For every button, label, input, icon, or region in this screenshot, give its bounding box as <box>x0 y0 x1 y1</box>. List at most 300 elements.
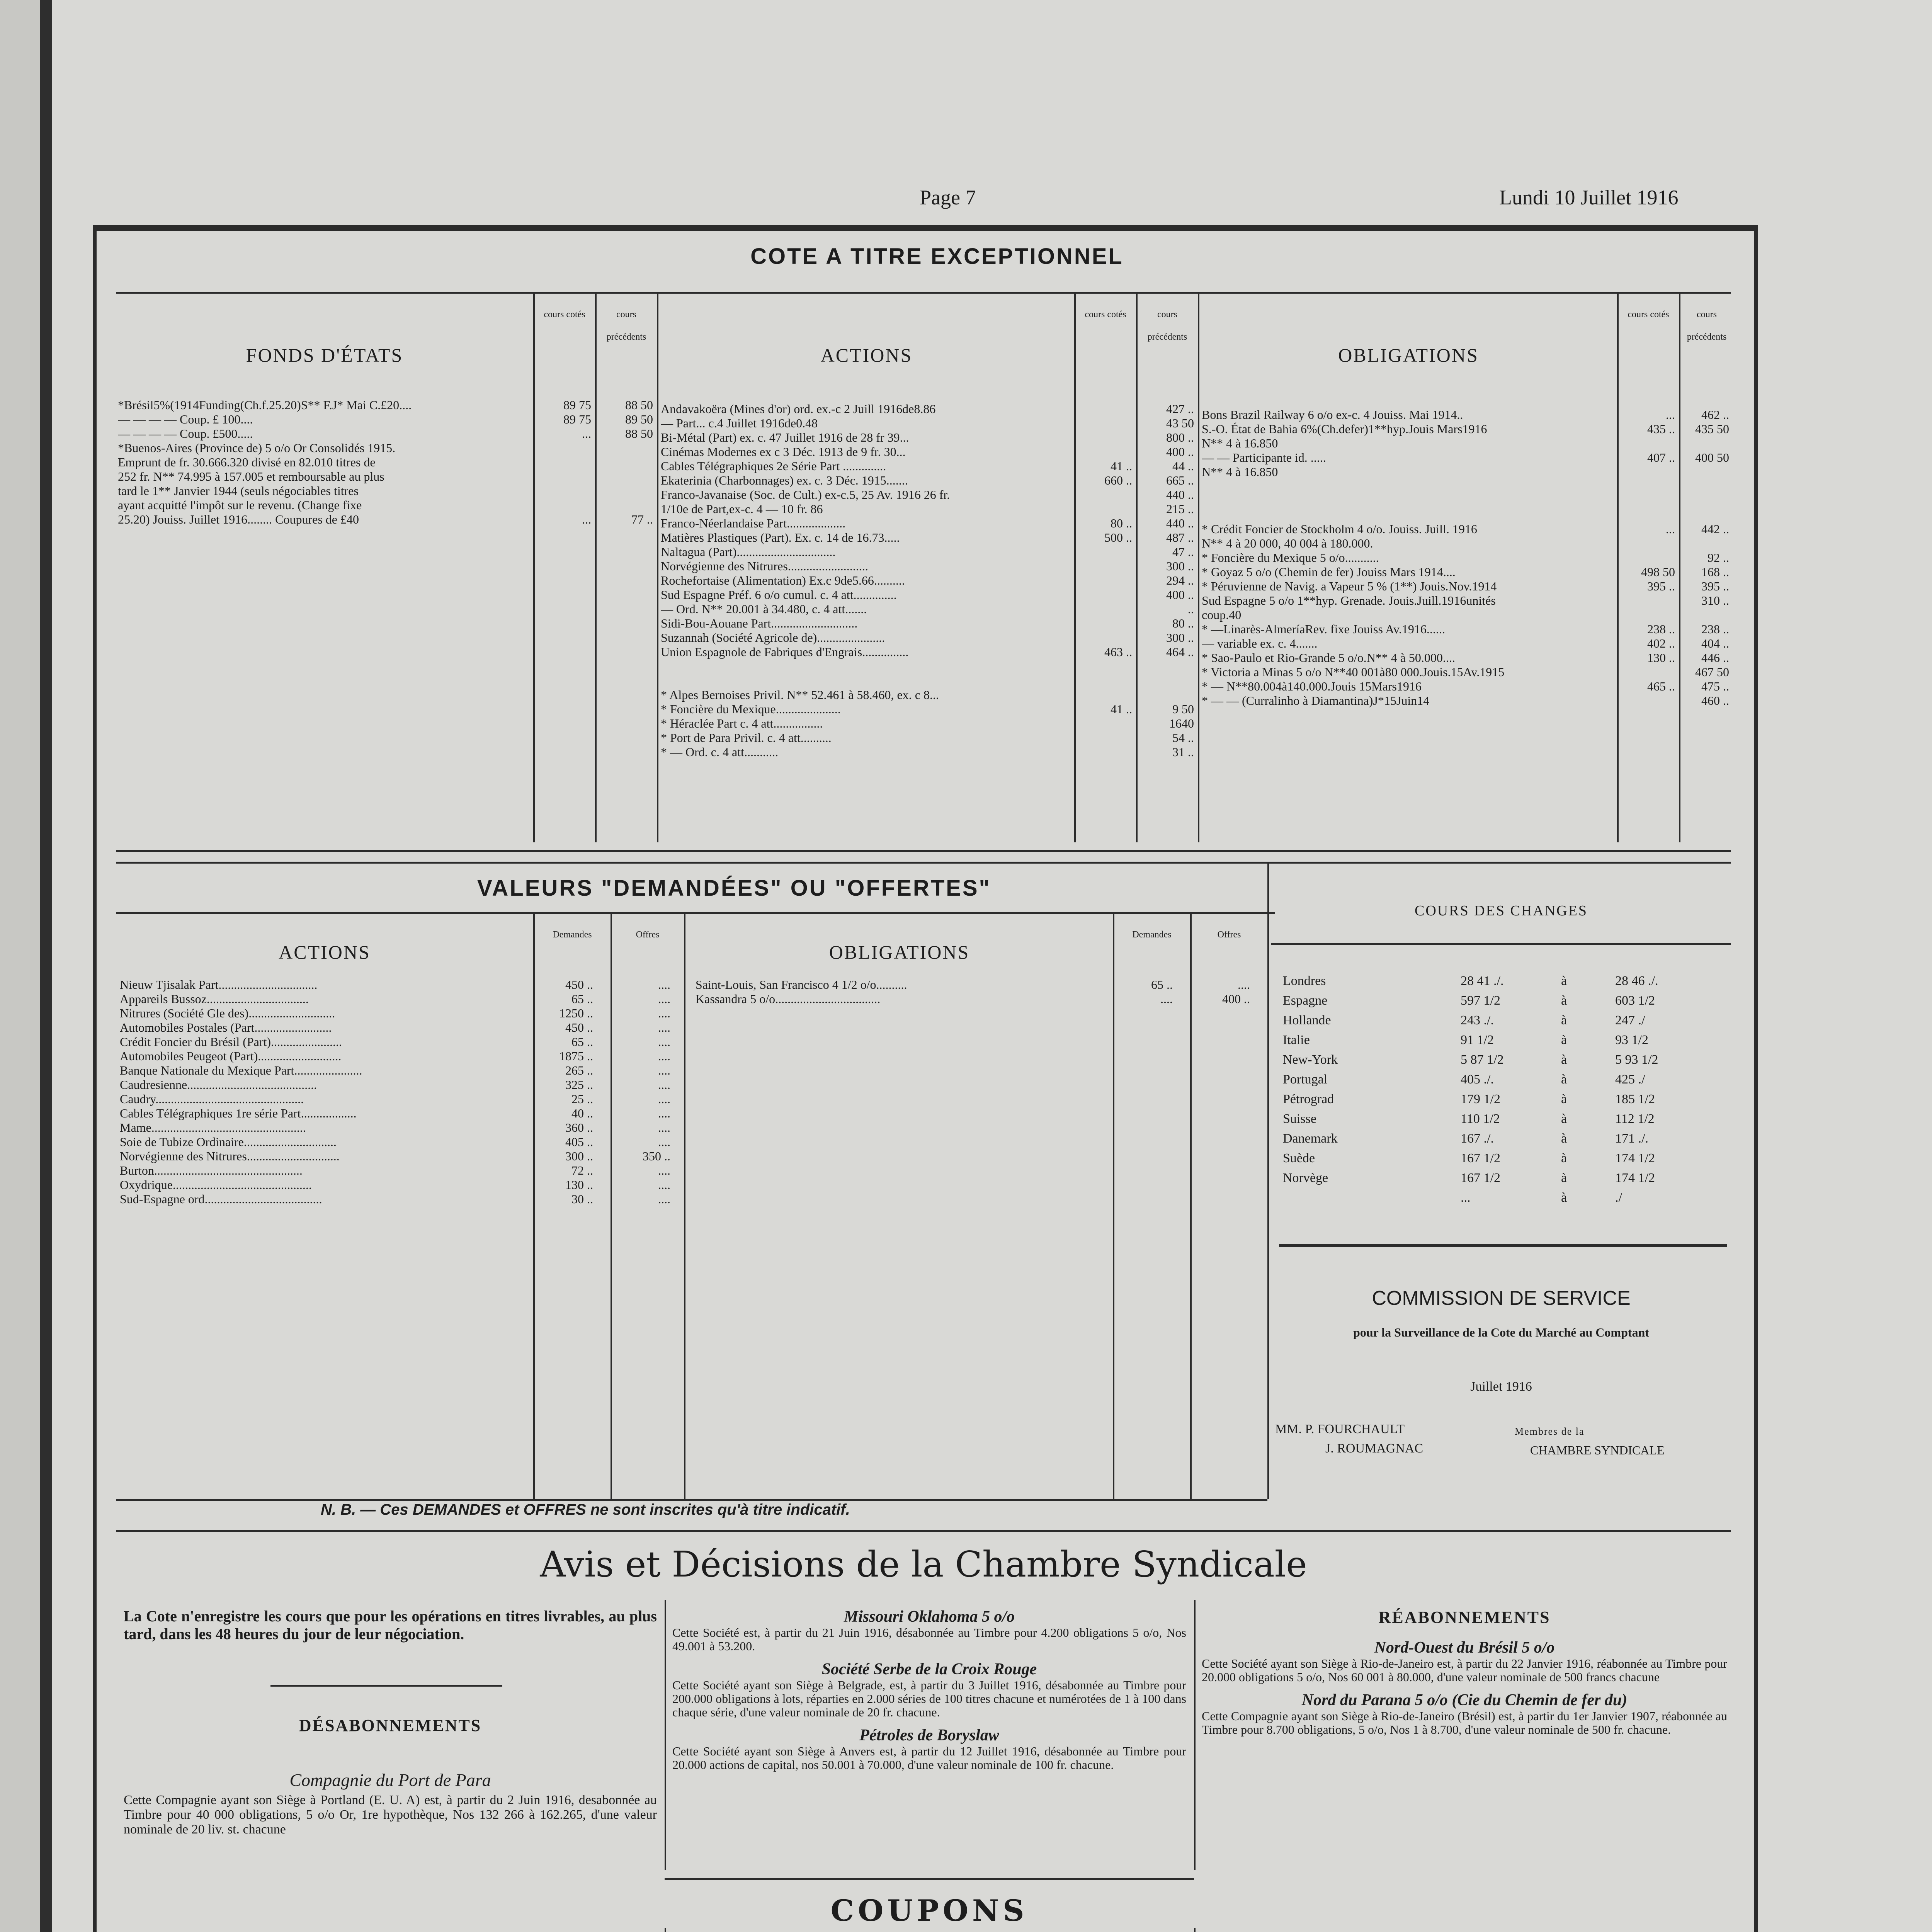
action-line: Ekaterinia (Charbonnages) ex. c. 3 Déc. 1915....... <box>661 473 908 487</box>
action-value <box>1138 673 1194 688</box>
change-place: Suède <box>1283 1151 1315 1165</box>
valeurs-obligations-heading: OBLIGATIONS <box>829 941 970 963</box>
action-value <box>1076 402 1132 416</box>
obligation-value: 404 .. <box>1701 636 1729 650</box>
fonds-cours-cotes <box>535 398 591 527</box>
obligation-line: coup.40 <box>1202 608 1242 622</box>
valeur-demande: 450 .. <box>565 1020 593 1034</box>
valeur-offre: .... <box>658 1178 670 1192</box>
fonds-value: 89 75 <box>563 412 591 426</box>
obligation-value: 92 .. <box>1708 551 1729 565</box>
valeur-action-line: Cables Télégraphiques 1re série Part.................. <box>120 1106 357 1120</box>
action-value <box>1076 559 1132 573</box>
obligations-col2-header: cours précédents <box>1687 310 1727 342</box>
obligation-value: ... <box>1666 522 1675 536</box>
previous-page-edge <box>0 0 46 1932</box>
fonds-line: — — — — Coup. £500..... <box>118 427 253 440</box>
change-rate-a: 405 ./. <box>1461 1072 1494 1087</box>
valeur-action-line: Automobiles Peugeot (Part)........................... <box>120 1049 342 1063</box>
fonds-col1-header: cours cotés <box>544 310 585 320</box>
obligation-line: * Crédit Foncier de Stockholm 4 o/o. Jouiss. Juill. 1916 <box>1202 522 1477 536</box>
valeur-offre: 400 .. <box>1222 992 1250 1006</box>
obligation-value <box>1619 479 1675 493</box>
avis-company-name: Missouri Oklahoma 5 o/o <box>844 1608 1015 1626</box>
valeurs-obligations-offres-header: Offres <box>1217 930 1241 940</box>
action-value: 44 .. <box>1172 459 1194 473</box>
valeurs-obligations-offres <box>1192 978 1250 1006</box>
change-rate-b: 112 1/2 <box>1615 1112 1655 1126</box>
obligation-value <box>1681 493 1729 508</box>
fonds-col2-header: cours précédents <box>606 310 646 342</box>
cote-rule <box>116 292 1731 294</box>
action-line: Cables Télégraphiques 2e Série Part .............. <box>661 459 886 473</box>
fonds-value: ... <box>582 512 591 526</box>
change-separator: à <box>1561 974 1567 988</box>
obligation-value <box>1619 508 1675 522</box>
valeur-demande: 65 .. <box>1151 978 1173 992</box>
change-rate-b: 5 93 1/2 <box>1615 1053 1658 1067</box>
obligation-line <box>1202 508 1615 522</box>
obligation-line: — variable ex. c. 4....... <box>1202 636 1318 650</box>
valeur-offre: .... <box>658 978 670 992</box>
valeur-demande: 130 .. <box>565 1178 593 1192</box>
obligation-line: * Goyaz 5 o/o (Chemin de fer) Jouiss Mars 1914.... <box>1202 565 1456 579</box>
fonds-value <box>597 498 653 512</box>
commission-members-1: Membres de la <box>1515 1426 1585 1437</box>
action-line: * Alpes Bernoises Privil. N** 52.461 à 58.460, ex. c 8... <box>661 688 939 702</box>
avis-middle-column <box>672 1607 1186 1772</box>
valeur-offre: .... <box>658 1106 670 1120</box>
obligations-cours-cotes <box>1619 408 1675 708</box>
action-line <box>661 659 1072 673</box>
action-value: 440 .. <box>1166 516 1194 530</box>
obligation-value <box>1619 694 1675 708</box>
action-value: 487 .. <box>1166 531 1194 544</box>
obligation-value: 435 .. <box>1647 422 1675 436</box>
obligation-value <box>1619 536 1675 551</box>
obligation-line: N** 4 à 16.850 <box>1202 436 1278 450</box>
action-value: 43 50 <box>1166 416 1194 430</box>
change-rate-b: 185 1/2 <box>1615 1092 1655 1106</box>
change-row <box>1283 1112 1731 1131</box>
reabonnements-heading: RÉABONNEMENTS <box>1378 1608 1551 1627</box>
fonds-line: 252 fr. N** 74.995 à 157.005 et remboursable au plus <box>118 469 384 483</box>
fonds-line: *Buenos-Aires (Province de) 5 o/o Or Consolidés 1915. <box>118 441 396 455</box>
action-line: * — Ord. c. 4 att........... <box>661 745 778 759</box>
action-value <box>1076 430 1132 445</box>
action-value <box>1076 588 1132 602</box>
valeur-action-line: Automobiles Postales (Part......................... <box>120 1020 332 1034</box>
valeurs-obligations-demandes-header: Demandes <box>1132 930 1172 940</box>
valeur-demande: 72 .. <box>571 1163 593 1177</box>
obligation-line: * — — (Curralinho à Diamantina)J*15Juin14 <box>1202 694 1430 707</box>
action-value <box>1138 688 1194 702</box>
valeurs-obligations-demandes <box>1115 978 1173 1006</box>
change-row <box>1283 1072 1731 1092</box>
change-place: Italie <box>1283 1033 1310 1047</box>
valeur-offre: .... <box>658 1063 670 1077</box>
desab-text: Cette Compagnie ayant son Siège à Portland (E. U. A) est, à partir du 2 Juin 1916, desabonnée au Timbre pour 40 000 obligations, 5 o/o Or, 1re hypothèque, Nos 132 266 à 162.265, d'une valeur nominale de 20 liv. st. chacune <box>124 1793 657 1837</box>
change-row <box>1283 1013 1731 1033</box>
change-separator: à <box>1561 993 1567 1008</box>
commission-members-2: CHAMBRE SYNDICALE <box>1530 1443 1665 1457</box>
obligation-value: 475 .. <box>1701 679 1729 693</box>
valeur-offre: .... <box>658 1092 670 1106</box>
change-rate-b: 171 ./. <box>1615 1131 1648 1146</box>
cote-title: COTE A TITRE EXCEPTIONNEL <box>750 244 1124 269</box>
change-separator: à <box>1561 1112 1567 1126</box>
obligation-value: 168 .. <box>1701 565 1729 579</box>
obligation-line: * Victoria a Minas 5 o/o N**40 001à80 000.Jouis.15Av.1915 <box>1202 665 1505 679</box>
obligation-value <box>1619 493 1675 508</box>
valeur-demande: 30 .. <box>571 1192 593 1206</box>
valeur-offre: .... <box>658 1049 670 1063</box>
obligation-value <box>1681 465 1729 479</box>
valeur-demande: 360 .. <box>565 1121 593 1134</box>
fonds-value: 88 50 <box>625 398 653 412</box>
valeurs-actions-heading: ACTIONS <box>279 941 371 963</box>
change-separator: à <box>1561 1131 1567 1146</box>
obligation-value <box>1619 436 1675 451</box>
reab-company-text: Cette Compagnie ayant son Siège à Rio-de-Janeiro (Brésil) est, à partir du 1er Janvier 1907, réabonnée au Timbre pour 8.700 obligations, 5 o/o, Nos 1 à 8.700, d'une valeur nominale de 500 fr. chacune. <box>1202 1709 1727 1736</box>
change-row <box>1283 974 1731 993</box>
valeur-action-line: Oxydrique............................................. <box>120 1178 312 1192</box>
obligation-value <box>1681 536 1729 551</box>
obligation-line: N** 4 à 16.850 <box>1202 465 1278 479</box>
obligation-value <box>1619 665 1675 679</box>
fonds-line: — — — — Coup. £ 100.... <box>118 412 253 426</box>
obligation-value <box>1619 551 1675 565</box>
change-rate-a: 110 1/2 <box>1461 1112 1500 1126</box>
commission-name-2: J. ROUMAGNAC <box>1325 1441 1423 1456</box>
change-rate-a: 28 41 ./. <box>1461 974 1504 988</box>
obligation-value <box>1619 465 1675 479</box>
change-row <box>1283 1092 1731 1112</box>
change-place: Londres <box>1283 974 1326 988</box>
change-rate-b: 425 ./ <box>1615 1072 1645 1087</box>
valeur-offre: 350 .. <box>643 1149 670 1163</box>
fonds-value <box>597 484 653 498</box>
fonds-line: *Brésil5%(1914Funding(Ch.f.25.20)S** F.J* Mai C.£20.... <box>118 398 412 412</box>
change-place: Norvège <box>1283 1171 1328 1185</box>
valeur-demande: 1250 .. <box>559 1006 593 1020</box>
fonds-line: ayant acquitté l'impôt sur le revenu. (Change fixe <box>118 498 362 512</box>
fonds-list <box>118 398 531 527</box>
actions-list <box>661 402 1072 759</box>
actions-col1-header: cours cotés <box>1085 310 1126 320</box>
valeur-action-line: Caudry................................................ <box>120 1092 304 1106</box>
valeur-offre: .... <box>658 1020 670 1034</box>
valeur-action-line: Nitrures (Société Gle des)............................ <box>120 1006 335 1020</box>
change-place: New-York <box>1283 1053 1338 1067</box>
change-rate-b: 603 1/2 <box>1615 993 1655 1008</box>
action-value: 41 .. <box>1111 702 1132 716</box>
change-row <box>1283 1190 1731 1210</box>
change-place: Espagne <box>1283 993 1328 1008</box>
commission-subtitle: pour la Surveillance de la Cote du Marché au Comptant <box>1353 1325 1649 1339</box>
change-rate-a: ... <box>1461 1190 1471 1205</box>
valeur-action-line: Crédit Foncier du Brésil (Part)....................... <box>120 1035 342 1049</box>
change-rate-b: ./ <box>1615 1190 1622 1205</box>
action-value <box>1076 545 1132 559</box>
action-value <box>1076 445 1132 459</box>
obligation-value: 238 .. <box>1647 622 1675 636</box>
valeur-action-line: Nieuw Tjisalak Part................................ <box>120 978 318 992</box>
page-date: Lundi 10 Juillet 1916 <box>1499 186 1679 209</box>
change-rate-a: 91 1/2 <box>1461 1033 1494 1047</box>
action-value: 464 .. <box>1166 645 1194 659</box>
change-row <box>1283 1171 1731 1190</box>
obligations-list <box>1202 408 1615 708</box>
action-line: Sidi-Bou-Aouane Part............................ <box>661 616 858 630</box>
valeur-offre: .... <box>1238 978 1250 992</box>
valeur-demande: 450 .. <box>565 978 593 992</box>
fonds-cours-precedents <box>597 398 653 527</box>
fonds-value: 89 50 <box>625 412 653 426</box>
action-value: 54 .. <box>1172 731 1194 745</box>
action-value <box>1076 659 1132 673</box>
fonds-value <box>597 455 653 469</box>
valeur-offre: .... <box>658 1078 670 1092</box>
action-line: Sud Espagne Préf. 6 o/o cumul. c. 4 att.............. <box>661 588 897 602</box>
action-value: .. <box>1188 602 1194 616</box>
action-value <box>1076 502 1132 516</box>
obligation-line: * Sao-Paulo et Rio-Grande 5 o/o.N** 4 à 50.000.... <box>1202 651 1455 665</box>
obligation-value: 467 50 <box>1695 665 1729 679</box>
change-separator: à <box>1561 1013 1567 1027</box>
action-value: 80 .. <box>1111 516 1132 530</box>
valeur-offre: .... <box>658 1135 670 1149</box>
action-value <box>1076 688 1132 702</box>
change-rate-b: 247 ./ <box>1615 1013 1645 1027</box>
obligation-line: — — Participante id. ..... <box>1202 451 1326 464</box>
action-value <box>1076 602 1132 616</box>
valeur-action-line: Mame.................................................. <box>120 1121 306 1134</box>
valeur-action-line: Burton................................................ <box>120 1163 303 1177</box>
change-rate-a: 167 1/2 <box>1461 1151 1500 1165</box>
obligation-value: 238 .. <box>1701 622 1729 636</box>
action-line: * Port de Para Privil. c. 4 att.......... <box>661 731 832 745</box>
obligation-value: 395 .. <box>1647 579 1675 593</box>
actions-cours-cotes <box>1076 402 1132 759</box>
obligation-value <box>1681 608 1729 622</box>
action-value: 1640 <box>1169 716 1194 730</box>
change-row <box>1283 993 1731 1013</box>
obligation-line: N** 4 à 20 000, 40 004 à 180.000. <box>1202 536 1373 550</box>
obligations-cours-precedents <box>1681 408 1729 708</box>
action-value <box>1076 673 1132 688</box>
action-value <box>1076 631 1132 645</box>
obligation-value: 407 .. <box>1647 451 1675 464</box>
changes-table <box>1283 974 1731 1210</box>
obligations-heading: OBLIGATIONS <box>1338 344 1479 366</box>
valeurs-actions-demandes-header: Demandes <box>553 930 592 940</box>
desab-company: Compagnie du Port de Para <box>289 1770 491 1790</box>
change-place: Danemark <box>1283 1131 1338 1146</box>
change-separator: à <box>1561 1092 1567 1106</box>
avis-company-name: Société Serbe de la Croix Rouge <box>821 1660 1037 1678</box>
avis-company-text: Cette Société est, à partir du 21 Juin 1916, désabonnée au Timbre pour 4.200 obligations 5 o/o, Nos 49.001 à 53.200. <box>672 1626 1186 1653</box>
change-rate-a: 167 ./. <box>1461 1131 1494 1146</box>
change-rate-a: 179 1/2 <box>1461 1092 1500 1106</box>
action-value: 665 .. <box>1166 473 1194 487</box>
action-value: 9 50 <box>1172 702 1194 716</box>
action-value: 47 .. <box>1172 545 1194 559</box>
valeurs-actions-demandes <box>535 978 593 1206</box>
obligation-line: * Péruvienne de Navig. a Vapeur 5 % (1**) Jouis.Nov.1914 <box>1202 579 1497 593</box>
change-separator: à <box>1561 1033 1567 1047</box>
obligation-value: 498 50 <box>1641 565 1675 579</box>
actions-heading: ACTIONS <box>820 344 913 366</box>
action-value: 31 .. <box>1172 745 1194 759</box>
action-line: Matières Plastiques (Part). Ex. c. 14 de 16.73..... <box>661 531 900 544</box>
valeurs-actions-offres-header: Offres <box>636 930 660 940</box>
reab-company-name: Nord du Parana 5 o/o (Cie du Chemin de fer du) <box>1301 1691 1628 1709</box>
valeur-obligation-line: Kassandra 5 o/o.................................. <box>696 992 881 1006</box>
change-place: Hollande <box>1283 1013 1331 1027</box>
valeur-demande: 300 .. <box>565 1149 593 1163</box>
obligation-line: * Foncière du Mexique 5 o/o........... <box>1202 551 1379 565</box>
change-place: Pétrograd <box>1283 1092 1334 1106</box>
fonds-line: 25.20) Jouiss. Juillet 1916........ Coupures de £40 <box>118 512 359 526</box>
valeur-demande: 325 .. <box>565 1078 593 1092</box>
action-line: Cinémas Modernes ex c 3 Déc. 1913 de 9 fr. 30... <box>661 445 906 459</box>
action-line: Norvégienne des Nitrures.......................... <box>661 559 868 573</box>
avis-right-column <box>1202 1638 1727 1736</box>
change-place: Portugal <box>1283 1072 1328 1087</box>
page-number: Page 7 <box>920 186 976 209</box>
change-separator: à <box>1561 1053 1567 1067</box>
action-value <box>1076 416 1132 430</box>
fonds-value <box>597 441 653 455</box>
action-line: — Ord. N** 20.001 à 34.480, c. 4 att....... <box>661 602 867 616</box>
obligation-line: S.-O. État de Bahia 6%(Ch.defer)1**hyp.Jouis Mars1916 <box>1202 422 1487 436</box>
change-separator: à <box>1561 1072 1567 1087</box>
fonds-value: 89 75 <box>563 398 591 412</box>
avis-company-text: Cette Société ayant son Siège à Belgrade, est, à partir du 3 Juillet 1916, désabonnée au Timbre pour 200.000 obligations à lots, réparties en 2.000 séries de 100 titres chacune et numérotées de 1 à 100 dans chaque série, d'une valeur nominale de 20 fr. chacune. <box>672 1678 1186 1719</box>
change-row <box>1283 1053 1731 1072</box>
obligation-value: 462 .. <box>1701 408 1729 422</box>
valeur-offre: .... <box>658 1121 670 1134</box>
obligation-value: 395 .. <box>1701 579 1729 593</box>
action-value: 400 .. <box>1166 445 1194 459</box>
action-line: Andavakoëra (Mines d'or) ord. ex.-c 2 Juill 1916de8.86 <box>661 402 936 416</box>
fonds-value: 88 50 <box>625 427 653 440</box>
obligation-value: 400 50 <box>1695 451 1729 464</box>
commission-month: Juillet 1916 <box>1470 1379 1532 1394</box>
reab-company-name: Nord-Ouest du Brésil 5 o/o <box>1374 1639 1555 1656</box>
obligation-line <box>1202 493 1615 508</box>
action-value: 800 .. <box>1166 430 1194 444</box>
action-value <box>1138 659 1194 673</box>
action-line: Rochefortaise (Alimentation) Ex.c 9de5.66.......... <box>661 573 905 587</box>
fonds-value <box>535 455 591 469</box>
valeurs-title: VALEURS "DEMANDÉES" OU "OFFERTES" <box>477 876 992 901</box>
changes-heading: COURS DES CHANGES <box>1415 903 1588 919</box>
action-value: 463 .. <box>1104 645 1132 659</box>
desabonnements-heading: DÉSABONNEMENTS <box>299 1716 482 1735</box>
avis-intro: La Cote n'enregistre les cours que pour les opérations en titres livrables, au plus tard, dans les 48 heures du jour de leur négociation. <box>124 1607 657 1643</box>
change-rate-a: 243 ./. <box>1461 1013 1494 1027</box>
action-value: 300 .. <box>1166 559 1194 573</box>
obligation-value: 402 .. <box>1647 636 1675 650</box>
obligation-value: 442 .. <box>1701 522 1729 536</box>
valeur-demande: 1875 .. <box>559 1049 593 1063</box>
obligation-value <box>1681 436 1729 451</box>
action-line: Naltagua (Part)................................ <box>661 545 836 559</box>
obligation-value <box>1681 508 1729 522</box>
valeur-action-line: Caudresienne.......................................... <box>120 1078 317 1092</box>
obligation-line: * —Linarès-AlmeríaRev. fixe Jouiss Av.1916...... <box>1202 622 1445 636</box>
avis-company-name: Pétroles de Boryslaw <box>859 1726 999 1744</box>
change-separator: à <box>1561 1151 1567 1165</box>
valeur-demande: 265 .. <box>565 1063 593 1077</box>
action-value: 80 .. <box>1172 616 1194 630</box>
fonds-line: Emprunt de fr. 30.666.320 divisé en 82.010 titres de <box>118 455 376 469</box>
fonds-value <box>535 484 591 498</box>
obligation-value <box>1619 608 1675 622</box>
action-line: * Foncière du Mexique..................... <box>661 702 841 716</box>
valeur-action-line: Sud-Espagne ord...................................... <box>120 1192 322 1206</box>
avis-company-text: Cette Société ayant son Siège à Anvers est, à partir du 12 Juillet 1916, désabonnée au Timbre pour 20.000 actions de capital, nos 50.001 à 70.000, d'une valeur nominale de 100 fr. chacune. <box>672 1744 1186 1772</box>
obligation-value: 130 .. <box>1647 651 1675 665</box>
valeur-demande: 40 .. <box>571 1106 593 1120</box>
change-place: Suisse <box>1283 1112 1316 1126</box>
obligation-value <box>1619 594 1675 608</box>
fonds-heading: FONDS D'ÉTATS <box>246 344 403 366</box>
fonds-value: 77 .. <box>631 512 653 526</box>
coupons-title: COUPONS <box>830 1893 1028 1928</box>
valeur-demande: .... <box>1160 992 1173 1006</box>
valeur-action-line: Appareils Bussoz................................. <box>120 992 309 1006</box>
valeur-offre: .... <box>658 1006 670 1020</box>
change-row <box>1283 1151 1731 1171</box>
obligation-value: 446 .. <box>1701 651 1729 665</box>
action-value: 41 .. <box>1111 459 1132 473</box>
valeur-obligation-line: Saint-Louis, San Francisco 4 1/2 o/o.......... <box>696 978 907 992</box>
fonds-value: ... <box>582 427 591 440</box>
action-value: 294 .. <box>1166 573 1194 587</box>
action-value <box>1076 573 1132 588</box>
commission-title: COMMISSION DE SERVICE <box>1372 1287 1631 1310</box>
valeur-offre: .... <box>658 1192 670 1206</box>
action-value <box>1076 616 1132 631</box>
change-rate-b: 174 1/2 <box>1615 1151 1655 1165</box>
obligation-line <box>1202 479 1615 493</box>
valeur-offre: .... <box>658 1035 670 1049</box>
reab-company-text: Cette Société ayant son Siège à Rio-de-Janeiro est, à partir du 22 Janvier 1916, réabonnée au Timbre pour 20.000 obligations 5 o/o, Nos 60 001 à 80.000, d'une valeur nominale de 500 francs chacune <box>1202 1656 1727 1684</box>
action-line: 1/10e de Part,ex-c. 4 — 10 fr. 86 <box>661 502 823 516</box>
action-value: 400 .. <box>1166 588 1194 602</box>
valeur-demande: 405 .. <box>565 1135 593 1149</box>
action-line: * Héraclée Part c. 4 att................ <box>661 716 823 730</box>
change-row <box>1283 1033 1731 1053</box>
valeurs-obligations-list <box>696 978 1111 1006</box>
obligation-line: * — N**80.004à140.000.Jouis 15Mars1916 <box>1202 679 1422 693</box>
obligation-value: 310 .. <box>1701 594 1729 607</box>
action-value: 440 .. <box>1166 488 1194 502</box>
action-line: Franco-Néerlandaise Part................... <box>661 516 846 530</box>
action-value <box>1076 716 1132 731</box>
action-value: 215 .. <box>1166 502 1194 516</box>
valeur-action-line: Soie de Tubize Ordinaire.............................. <box>120 1135 337 1149</box>
action-line: Bi-Métal (Part) ex. c. 47 Juillet 1916 de 28 fr 39... <box>661 430 909 444</box>
book-gutter <box>40 0 52 1932</box>
valeurs-note: N. B. — Ces DEMANDES et OFFRES ne sont inscrites qu'à titre indicatif. <box>321 1501 850 1518</box>
change-separator: à <box>1561 1171 1567 1185</box>
obligation-value: 435 50 <box>1695 422 1729 436</box>
obligation-value: ... <box>1666 408 1675 422</box>
